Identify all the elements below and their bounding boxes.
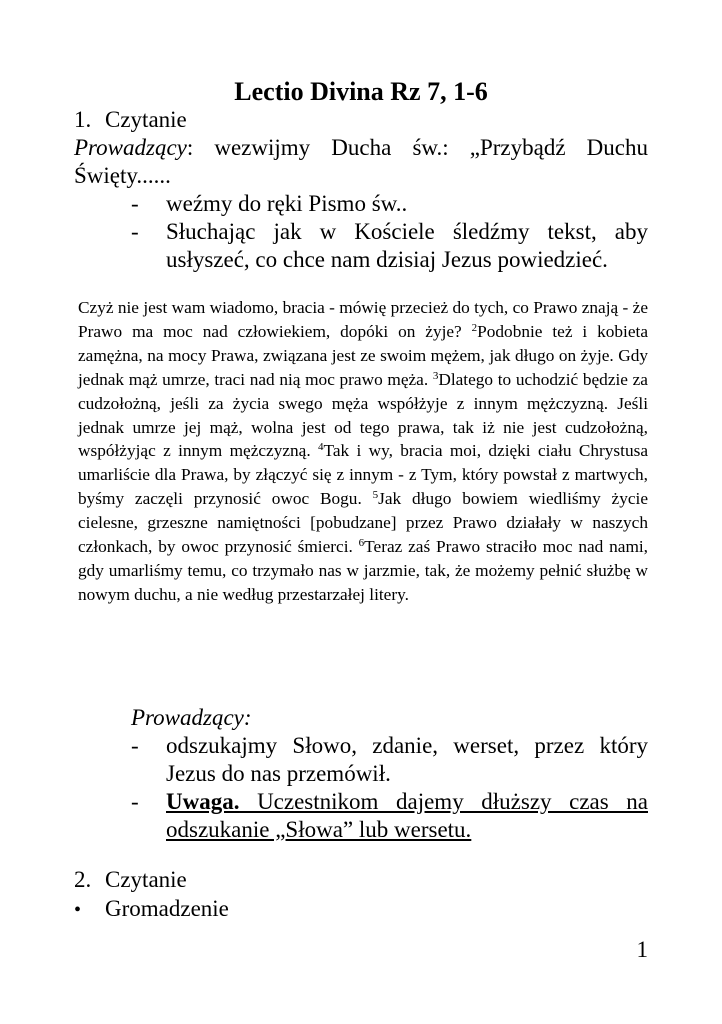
verse-2: Podobnie też i kobieta zamężna, na mocy Prawa, związana jest ze swoim mężem, jak długo on żyje. Gdy jednak mąż umrze, traci nad nią moc prawo męża. [78,321,648,389]
verse-number: 6 [358,537,365,550]
scripture-passage [78,296,648,607]
list-item [131,732,648,788]
section-1-heading [74,106,187,134]
page-title: Lectio Divina Rz 7, 1-6 [234,77,488,106]
verse-number: 5 [372,489,379,502]
section-2-number: 2. [74,867,92,892]
note-label: Uwaga. [166,789,240,814]
list-item [131,218,648,274]
list-item-text: weźmy do ręki Pismo św.. [166,191,408,216]
note-text [166,788,648,844]
leader-label: Prowadzący [74,135,187,160]
leader-invocation-text: : wezwijmy Ducha św.: „Przybądź Duchu Święty...... [74,135,648,188]
verse-number: 3 [432,369,439,382]
leader-label-2: Prowadzący: [131,705,252,730]
leader-invocation [74,134,648,190]
list-item [131,788,648,844]
section-2-heading-text: Czytanie [105,867,187,892]
dash-marker: - [131,733,139,758]
bullet-item [74,895,229,924]
verse-6: Teraz zaś Prawo straciło moc nad nami, gdy umarliśmy temu, co trzymało nas w jarzmie, tak, że możemy pełnić służbę w nowym duchu, a nie według przestarzałej litery. [78,537,649,604]
section-1-heading-text: Czytanie [105,107,187,132]
verse-4: Tak i wy, bracia moi, dzięki ciału Chrystusa umarliście dla Prawa, by złączyć się z innym - z Tym, który powstał z martwych, byśmy zaczęli przynosić owoc Bogu. [78,441,648,509]
section-1-number: 1. [74,107,92,132]
list-item-text: odszukajmy Słowo, zdanie, werset, przez który Jezus do nas przemówił. [166,733,648,786]
dash-marker: - [131,219,139,244]
section-2-heading [74,866,187,894]
list-item [131,190,648,218]
page-number: 1 [636,937,648,962]
bullet-item-text: Gromadzenie [105,896,229,921]
verse-3: Dlatego to uchodzić będzie za cudzołożną, jeśli za życia swego męża współżyje z innym mężczyzną. Jeśli jednak umrze jej mąż, wolna jest od tego prawa, tak iż nie jest cudzołożną, współżyjąc z innym mężczyzną. [78,369,648,461]
note-body: Uczestnikom dajemy dłuższy czas na odszukanie „Słowa” lub wersetu. [166,789,648,842]
verse-number: 2 [471,321,478,334]
bullet-icon: • [74,899,82,921]
dash-marker: - [131,191,139,216]
list-item-text: Słuchając jak w Kościele śledźmy tekst, aby usłyszeć, co chce nam dzisiaj Jezus powiedzieć. [166,219,648,272]
verse-5: Jak długo bowiem wiedliśmy życie cielesne, grzeszne namiętności [pobudzane] przez Prawo działały w naszych członkach, by owoc przynosić śmierci. [78,489,648,557]
verse-1: Czyż nie jest wam wiadomo, bracia - mówię przecież do tych, co Prawo znają - że Prawo ma moc nad człowiekiem, dopóki on żyje? [78,298,648,341]
dash-marker: - [131,789,139,814]
verse-number: 4 [318,441,324,454]
